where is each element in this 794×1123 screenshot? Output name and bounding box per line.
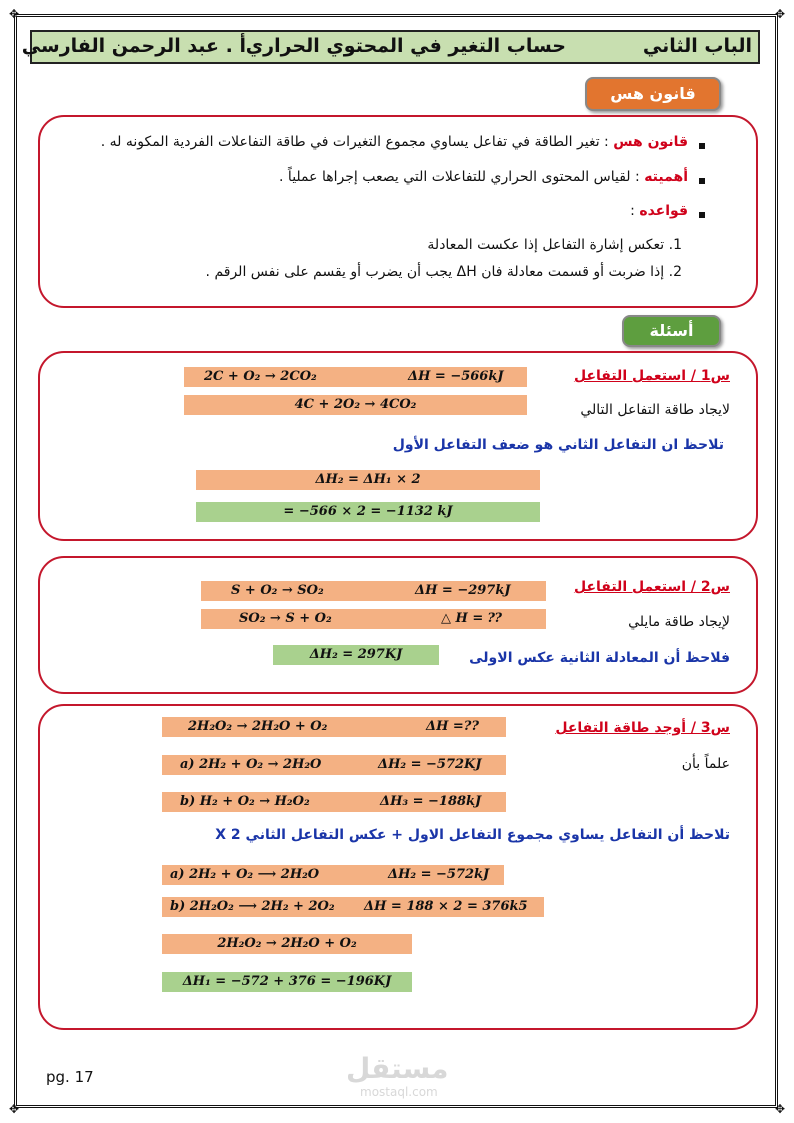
corner-ornament: ✥ [774,1102,786,1116]
section-title-hess: قانون هس [585,77,721,111]
enthalpy: ΔH = −297kJ [415,583,511,598]
corner-ornament: ✥ [774,7,786,21]
topic-title: حساب التغير في المحتوي الحراري [245,35,566,57]
q1-calc-1: ΔH₂ = ΔH₁ × 2 [196,470,540,490]
equation: a) 2H₂ + O₂ ⟶ 2H₂O [170,867,320,882]
q3-note: تلاحظ أن التفاعل يساوي مجموع التفاعل الاول + عكس التفاعل الثاني X 2 [215,827,730,843]
watermark-url: mostaql.com [360,1085,438,1099]
law-label: قانون هس [613,134,688,150]
q2-result: ΔH₂ = 297KJ [273,645,439,665]
q3-final-result: ΔH₁ = −572 + 376 = −196KJ [162,972,412,992]
q1-label: س1 / استعمل التفاعل [573,368,730,384]
q1-text: لايجاد طاقة التفاعل التالي [580,402,730,418]
enthalpy: ΔH =?? [426,719,480,734]
enthalpy: ΔH = 188 × 2 = 376k5 [364,899,528,914]
equation: 2H₂O₂ → 2H₂O + O₂ [188,719,328,734]
enthalpy: ΔH₂ = −572kJ [388,867,490,882]
q3-equation-a [162,755,506,775]
bullet [699,143,705,149]
q3-text: علماً بأن [681,756,730,772]
equation: a) 2H₂ + O₂ → 2H₂O [180,757,322,772]
bullet [699,178,705,184]
q3-step-2 [162,897,544,917]
equation: 2C + O₂ → 2CO₂ [204,369,317,384]
equation: b) H₂ + O₂ → H₂O₂ [180,794,310,809]
law-line [101,134,688,150]
q3-equation-b [162,792,506,812]
page-header [21,30,760,64]
watermark-logo: مستقل [346,1052,449,1085]
enthalpy: △ H = ⁇ [441,611,502,626]
q1-calc-2: = −566 × 2 = −1132 kJ [196,502,540,522]
page-number: pg. 17 [46,1068,94,1086]
importance-label: أهميته [644,169,688,185]
q2-text: لإيجاد طاقة مايلي [628,614,730,630]
bullet [699,212,705,218]
q3-step-1 [162,865,504,885]
equation: b) 2H₂O₂ ⟶ 2H₂ + 2O₂ [170,899,335,914]
q2-label: س2 / استعمل التفاعل [573,579,730,595]
importance-line [279,169,688,185]
q3-label: س3 / أوجد طاقة التفاعل [555,720,730,736]
q3-step-3: 2H₂O₂ → 2H₂O + O₂ [162,934,412,954]
rules-colon: : [630,203,635,219]
equation: S + O₂ → SO₂ [231,583,324,598]
q1-equation-2: 4C + 2O₂ → 4CO₂ [184,395,527,415]
enthalpy: ΔH₂ = −572KJ [378,757,482,772]
q1-note: تلاحظ ان التفاعل الثاني هو ضعف التفاعل الأول [392,437,724,453]
q3-target-equation [162,717,506,737]
enthalpy: ΔH₃ = −188kJ [380,794,482,809]
teacher-name: أ . عبد الرحمن الفارسي [21,35,246,57]
corner-ornament: ✥ [8,7,20,21]
rules-line [630,203,688,219]
q2-note: فلاحظ أن المعادلة الثانية عكس الاولى [469,650,730,666]
questions-title: أسئلة [622,315,721,347]
corner-ornament: ✥ [8,1102,20,1116]
rules-label: قواعده [639,203,688,219]
chapter-title: الباب الثاني [642,35,752,57]
rule-2: 2. إذا ضربت أو قسمت معادلة فان ΔH يجب أن يضرب أو يقسم على نفس الرقم . [205,264,682,280]
q2-equation-2 [201,609,546,629]
rule-1: 1. تعكس إشارة التفاعل إذا عكست المعادلة [427,237,682,253]
equation: SO₂ → S + O₂ [239,611,332,626]
law-text: : تغير الطاقة في تفاعل يساوي مجموع التغيرات في طاقة التفاعلات الفردية المكونه له . [100,134,609,150]
importance-text: : لقياس المحتوى الحراري للتفاعلات التي يصعب إجراها عملياً . [279,169,640,185]
q2-equation-1 [201,581,546,601]
q1-equation-1 [184,367,527,387]
enthalpy: ΔH = −566kJ [408,369,504,384]
